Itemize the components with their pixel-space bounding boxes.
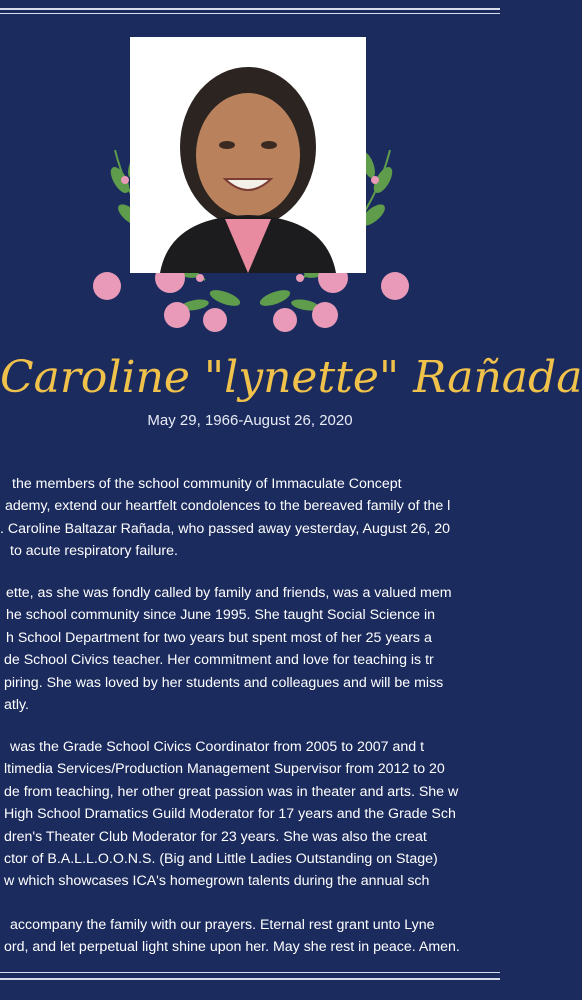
paragraph-1 (0, 473, 500, 563)
bottom-border-line-outer (0, 978, 500, 980)
text-line: to acute respiratory failure. (10, 543, 178, 560)
portrait-frame (75, 30, 425, 360)
paragraph-2 (0, 582, 500, 716)
text-line: de from teaching, her other great passion was in theater and arts. She w (4, 783, 459, 800)
text-line: . Caroline Baltazar Rañada, who passed away yesterday, August 26, 20 (0, 520, 451, 537)
text-line: ette, as she was fondly called by family and friends, was a valued mem (6, 585, 452, 601)
text-line: ord, and let perpetual light shine upon her. May she rest in peace. Amen. (4, 939, 460, 956)
bottom-leaves-icon (180, 287, 319, 312)
text-line: h School Department for two years but spent most of her 25 years a (6, 629, 432, 646)
text-line: de School Civics teacher. Her commitment and love for teaching is tr (4, 652, 434, 669)
text-line: the members of the school community of Immaculate Concept (12, 476, 402, 492)
text-line: piring. She was loved by her students and colleagues and will be miss (4, 674, 444, 691)
text-line: High School Dramatics Guild Moderator for 17 years and the Grade Sch (4, 806, 456, 823)
top-border-line (0, 8, 500, 10)
portrait-photo (130, 37, 366, 273)
life-dates: May 29, 1966-August 26, 2020 (147, 412, 353, 429)
paragraph-4 (0, 914, 500, 959)
text-line: dren's Theater Club Moderator for 23 years. She was also the creat (4, 828, 427, 845)
text-line: ltimedia Services/Production Management Supervisor from 2012 to 20 (4, 761, 445, 778)
text-line: atly. (4, 696, 29, 713)
text-line: was the Grade School Civics Coordinator from 2005 to 2007 and t (10, 739, 425, 755)
text-line: he school community since June 1995. She taught Social Science in (6, 607, 436, 624)
text-line: w which showcases ICA's homegrown talents during the annual sch (4, 873, 430, 890)
top-border-line-inner (0, 13, 500, 14)
deceased-name: Caroline "lynette" Rañada (0, 352, 582, 403)
text-line: accompany the family with our prayers. Eternal rest grant unto Lyne (10, 917, 435, 933)
person-portrait-icon (130, 37, 366, 273)
text-line: ctor of B.A.L.L.O.O.N.S. (Big and Little Ladies Outstanding on Stage) (4, 850, 438, 867)
paragraph-3 (0, 736, 500, 893)
bottom-border-line (0, 972, 500, 973)
text-line: ademy, extend our heartfelt condolences to the bereaved family of the l (5, 498, 451, 515)
